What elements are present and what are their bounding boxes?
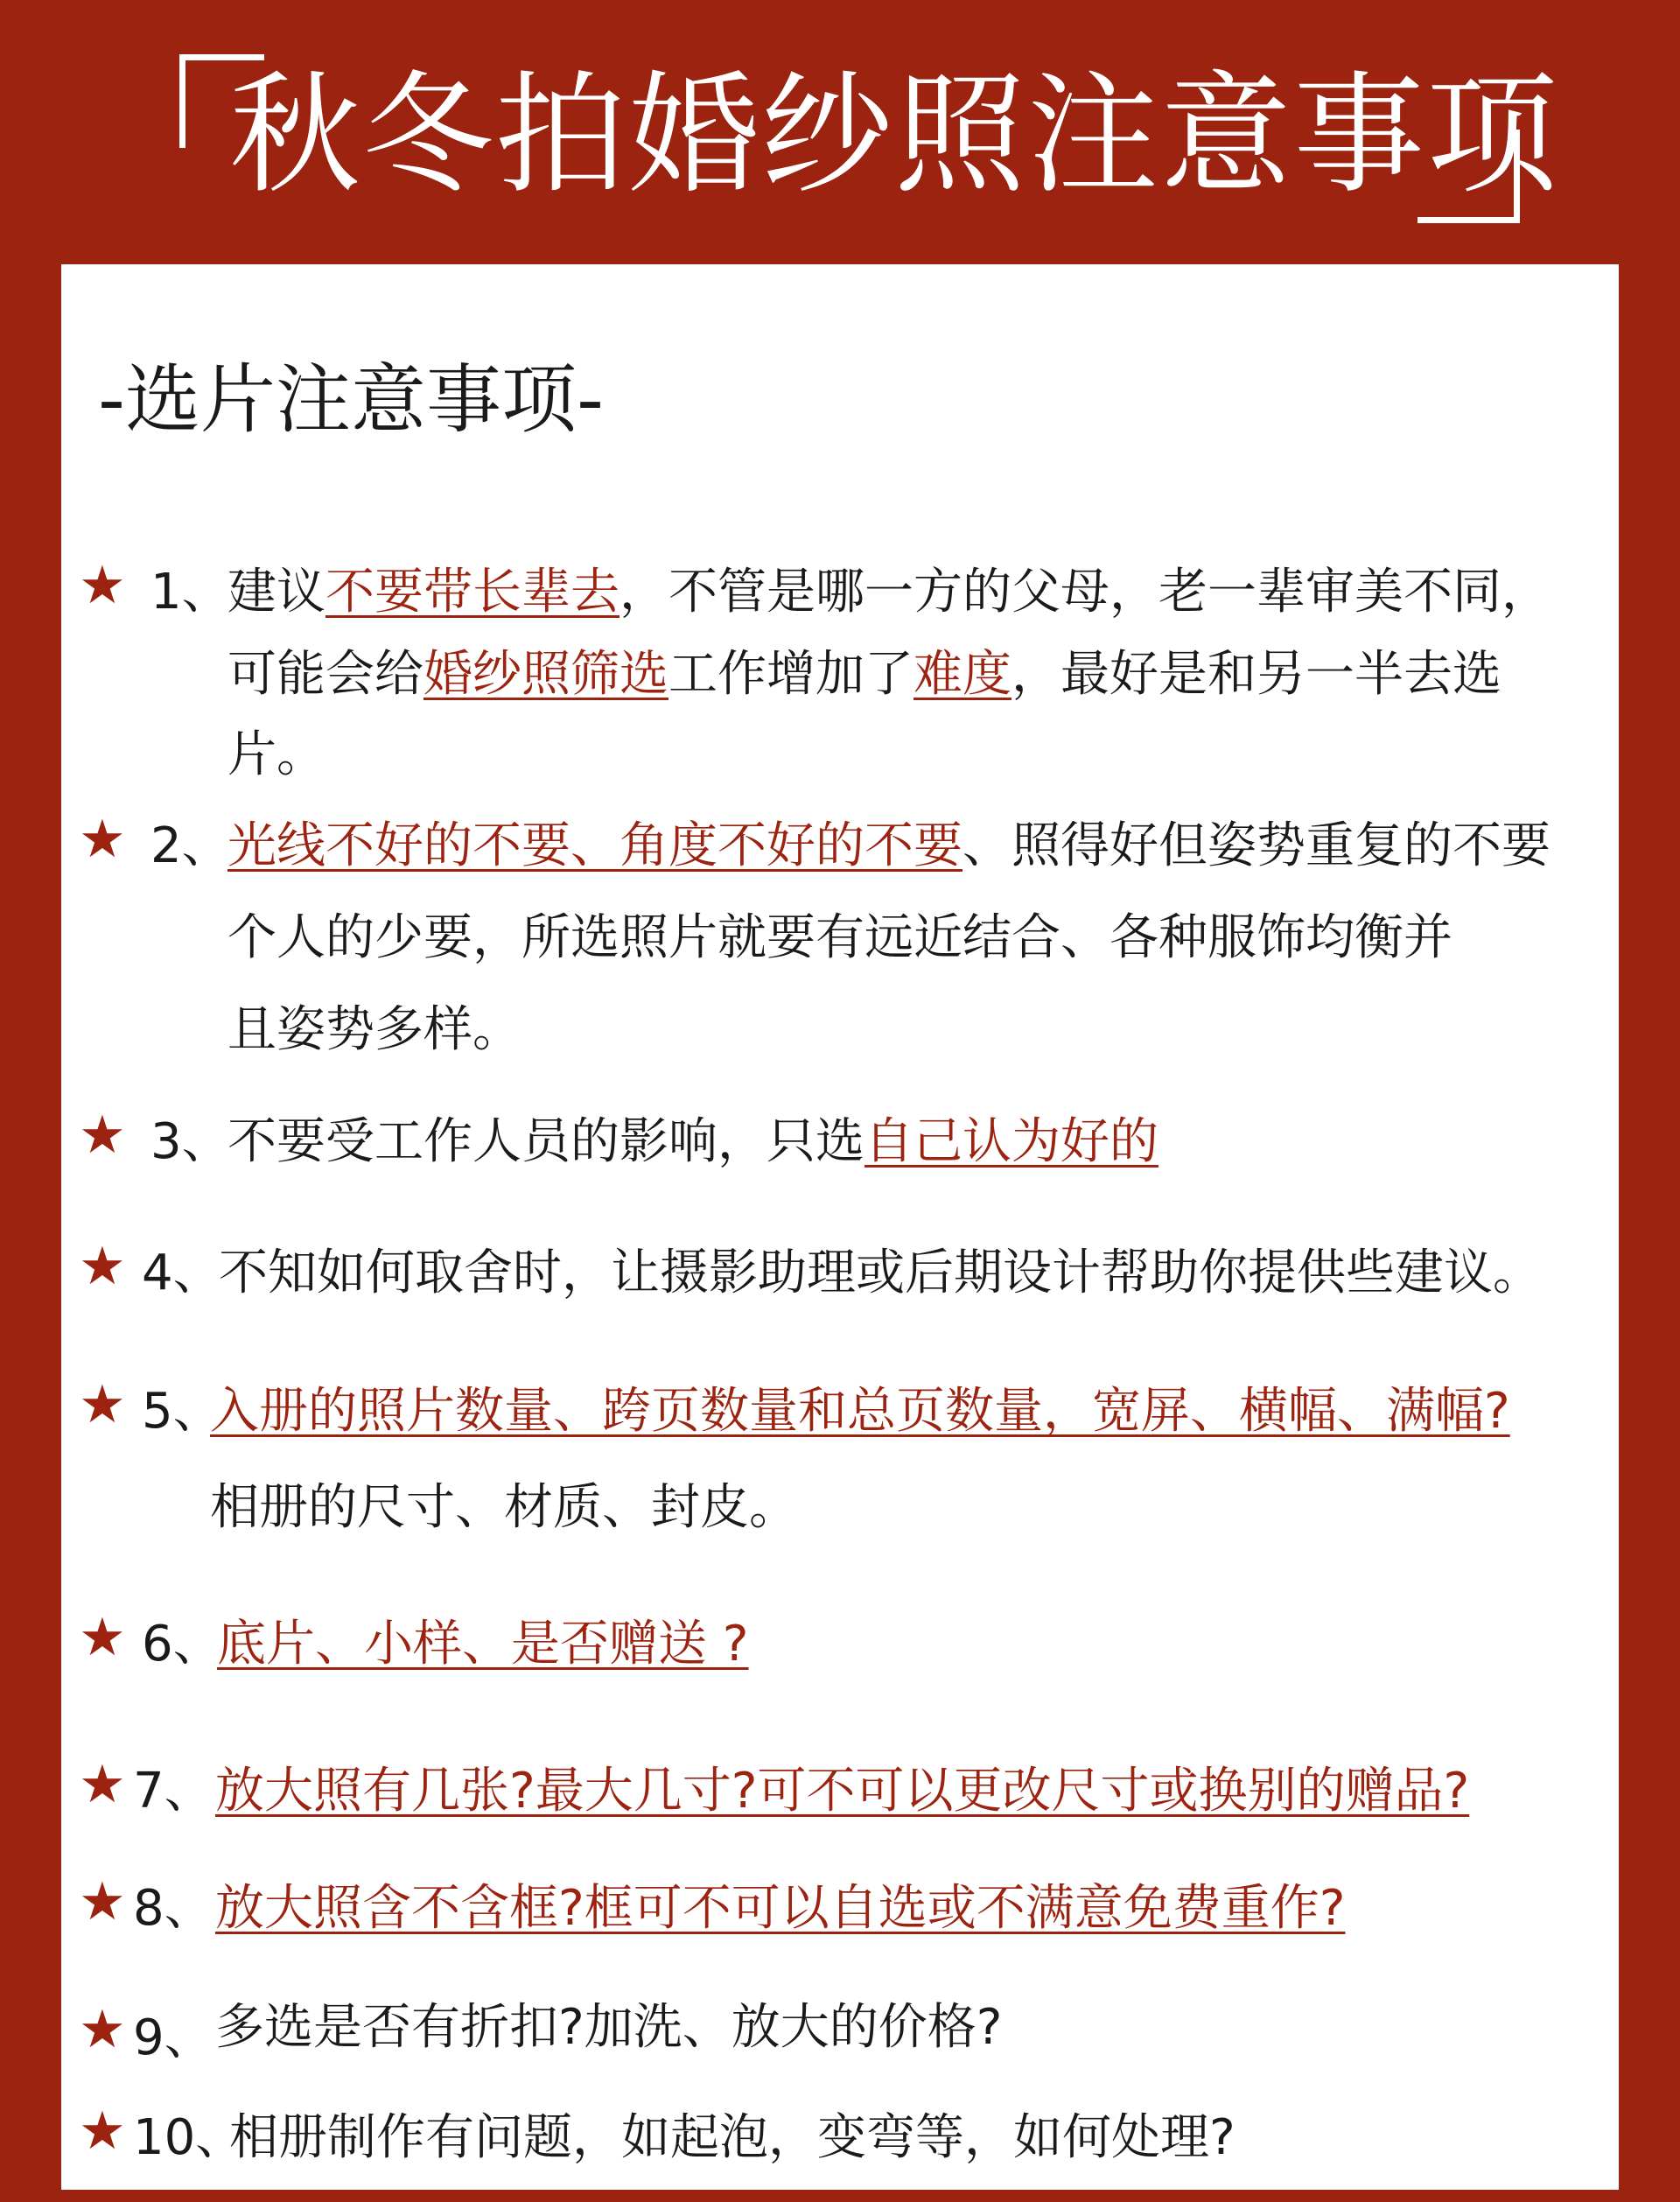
- star-icon: ★: [79, 1105, 126, 1166]
- item-number: 7、: [133, 1763, 214, 1820]
- highlight-text: 不要带长辈去: [326, 564, 620, 621]
- star-icon: ★: [79, 809, 126, 870]
- list-item-6: [79, 1605, 1601, 1684]
- item-line: [215, 1869, 1345, 1939]
- item-line: 可能会给婚纱照筛选工作增加了难度，最好是和另一半去选: [228, 646, 1502, 703]
- list-item-3: [79, 1103, 1601, 1182]
- star-icon: ★: [79, 1999, 126, 2060]
- item-number: 8、: [133, 1880, 214, 1937]
- item-number: 9、: [133, 2009, 214, 2066]
- item-line: 片。: [228, 726, 326, 783]
- item-line: 不知如何取舍时，让摄影助理或后期设计帮助你提供些建议。: [219, 1245, 1542, 1301]
- item-line: 且姿势多样。: [228, 1001, 522, 1058]
- header: [0, 0, 1680, 263]
- highlight-text: 婚纱照筛选: [424, 646, 668, 703]
- list-item-2: [79, 798, 1601, 1061]
- list-item-7: [79, 1752, 1601, 1831]
- content-card: [61, 264, 1619, 2190]
- item-line: 个人的少要，所选照片就要有远近结合、各种服饰均衡并: [228, 909, 1452, 966]
- item-line: [210, 1372, 1510, 1442]
- list-item-10: [79, 2099, 1601, 2177]
- close-bracket-decoration: [1418, 130, 1520, 223]
- item-line: [215, 1752, 1469, 1822]
- item-number: 2、: [150, 817, 231, 874]
- item-line: 不要受工作人员的影响，只选自己认为好的: [228, 1113, 1158, 1170]
- item-line: 建议不要带长辈去，不管是哪一方的父母，老一辈审美不同，: [228, 564, 1550, 621]
- item-number: 5、: [142, 1383, 222, 1440]
- star-icon: ★: [79, 1236, 126, 1297]
- item-number: 10、: [133, 2109, 245, 2166]
- item-line: 多选是否有折扣?加洗、放大的价格?: [215, 1999, 1003, 2056]
- highlight-text: 底片、小样、是否赠送 ?: [217, 1616, 749, 1673]
- item-line: 相册制作有问题，如起泡，变弯等，如何处理?: [229, 2109, 1236, 2166]
- star-icon: ★: [79, 2100, 126, 2162]
- item-number: 6、: [142, 1616, 222, 1673]
- star-icon: ★: [79, 555, 126, 616]
- item-line: 光线不好的不要、角度不好的不要、照得好但姿势重复的不要: [228, 817, 1550, 874]
- list-item-1: [79, 544, 1601, 807]
- item-number: 1、: [150, 564, 231, 621]
- list-item-8: [79, 1869, 1601, 1948]
- item-line: 相册的尺寸、材质、封皮。: [210, 1479, 798, 1536]
- list-item-4: [79, 1234, 1601, 1313]
- highlight-text: 入册的照片数量、跨页数量和总页数量，宽屏、横幅、满幅?: [210, 1383, 1510, 1440]
- highlight-text: 光线不好的不要、角度不好的不要: [228, 817, 962, 874]
- star-icon: ★: [79, 1607, 126, 1668]
- page-title: 秋冬拍婚纱照注意事项: [229, 60, 1560, 212]
- section-title: -选片注意事项-: [98, 356, 605, 444]
- item-line: [217, 1605, 749, 1675]
- highlight-text: 放大照有几张?最大几寸?可不可以更改尺寸或换别的赠品?: [215, 1763, 1470, 1820]
- item-number: 4、: [142, 1245, 222, 1301]
- list-item-9: [79, 1988, 1601, 2067]
- star-icon: ★: [79, 1754, 126, 1815]
- list-item-5: [79, 1372, 1601, 1547]
- item-number: 3、: [150, 1113, 231, 1170]
- highlight-text: 难度: [914, 646, 1012, 703]
- star-icon: ★: [79, 1871, 126, 1932]
- highlight-text: 放大照含不含框?框可不可以自选或不满意免费重作?: [215, 1880, 1346, 1937]
- star-icon: ★: [79, 1374, 126, 1435]
- highlight-text: 自己认为好的: [864, 1113, 1158, 1170]
